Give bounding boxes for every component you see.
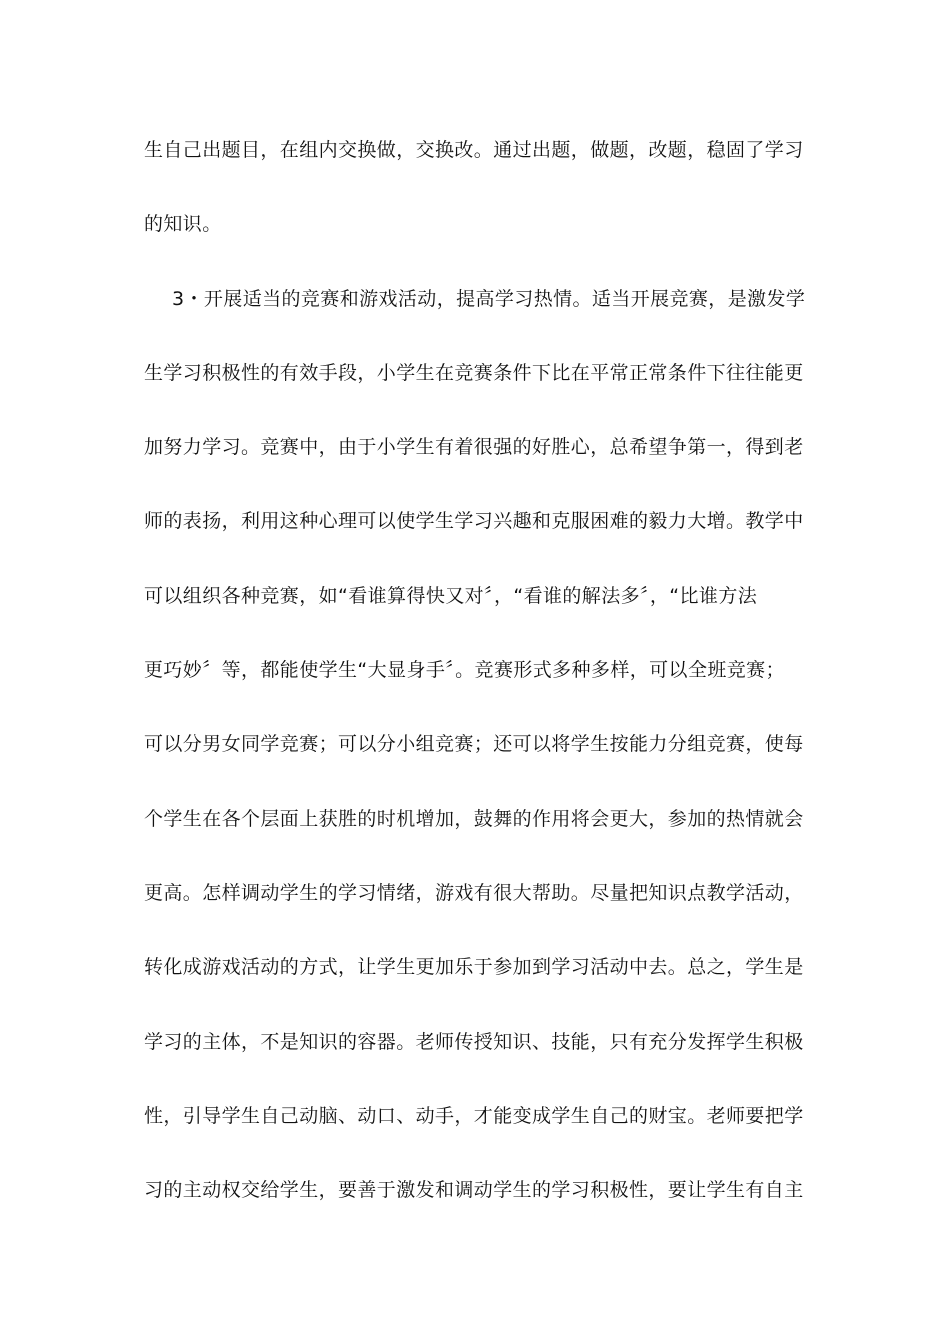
text-line: 转化成游戏活动的方式，让学生更加乐于参加到学习活动中去。总之，学生是 xyxy=(144,956,804,979)
text-line: 更巧妙〞等，都能使学生“大显身手〞。竞赛形式多种多样，可以全班竞赛； xyxy=(144,659,785,682)
text-line: 的知识。 xyxy=(144,213,222,236)
text-line: 个学生在各个层面上获胜的时机增加，鼓舞的作用将会更大，参加的热情就会 xyxy=(144,807,804,830)
paragraph-heading-line: 3・开展适当的竞赛和游戏活动，提高学习热情。适当开展竞赛，是激发学 xyxy=(172,287,806,310)
text-line: 生自己出题目，在组内交换做，交换改。通过出题，做题，改题，稳固了学习 xyxy=(144,139,804,161)
text-line: 生学习积极性的有效手段，小学生在竞赛条件下比在平常正常条件下往往能更 xyxy=(144,361,804,384)
text-line: 习的主动权交给学生，要善于激发和调动学生的学习积极性，要让学生有自主 xyxy=(144,1179,804,1202)
text-line: 更高。怎样调动学生的学习情绪，游戏有很大帮助。尽量把知识点教学活动， xyxy=(144,881,804,904)
text-line: 性，引导学生自己动脑、动口、动手，才能变成学生自己的财宝。老师要把学 xyxy=(144,1104,804,1127)
text-line: 加努力学习。竞赛中，由于小学生有着很强的好胜心，总希望争第一，得到老 xyxy=(144,436,804,459)
text-line: 可以组织各种竞赛，如“看谁算得快又对〞，“看谁的解法多〞，“比谁方法 xyxy=(144,584,758,607)
text-line: 师的表扬，利用这种心理可以使学生学习兴趣和克服困难的毅力大增。教学中 xyxy=(144,510,804,533)
body-text xyxy=(144,128,804,1242)
text-line: 可以分男女同学竞赛；可以分小组竞赛；还可以将学生按能力分组竞赛，使每 xyxy=(144,733,804,756)
text-line: 学习的主体，不是知识的容器。老师传授知识、技能，只有充分发挥学生积极 xyxy=(144,1030,804,1053)
